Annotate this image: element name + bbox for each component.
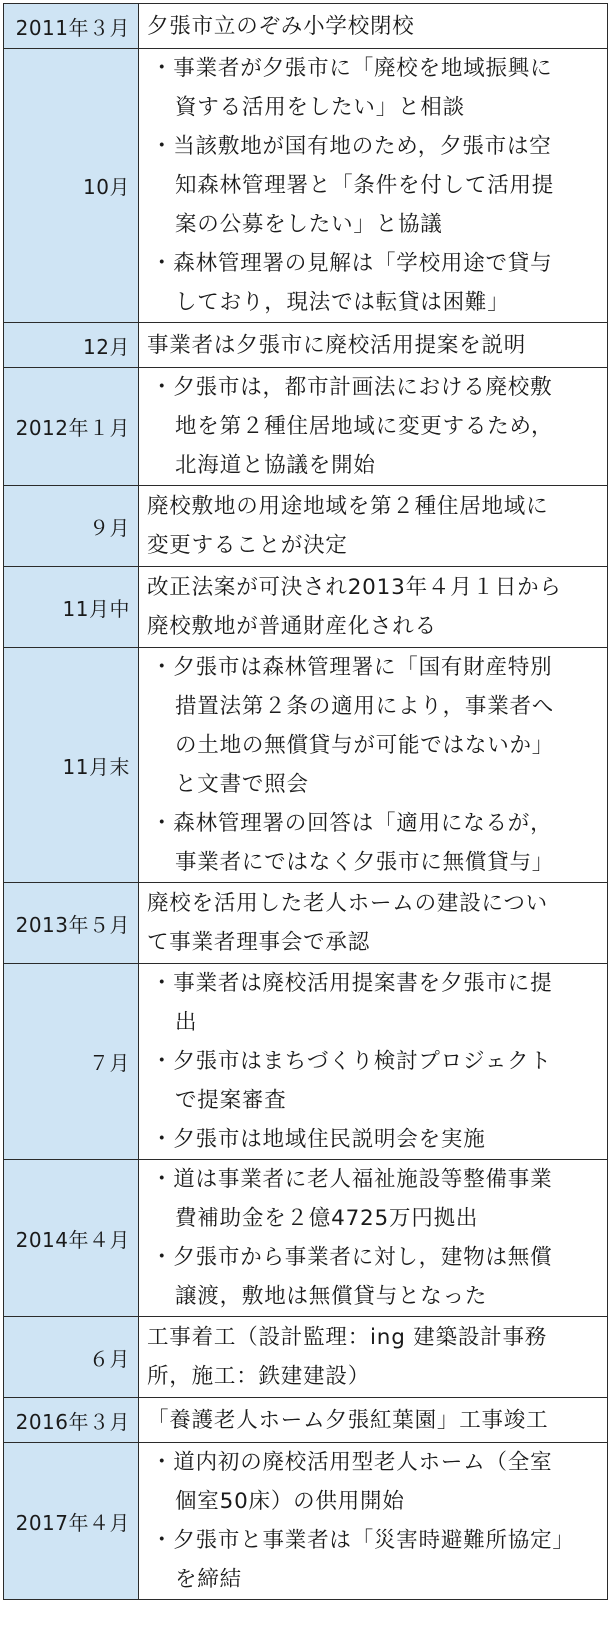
bullet-item-text: ・当該敷地が国有地のため，夕張市は空 — [151, 134, 552, 159]
description-line: 廃校敷地が普通財産化される — [147, 614, 437, 639]
description-line: 北海道と協議を開始 — [175, 453, 376, 478]
timeline-description — [139, 648, 608, 883]
timeline-description — [139, 323, 608, 368]
timeline-row — [4, 883, 608, 964]
timeline-date: 2013年５月 — [4, 883, 139, 964]
description-line: 資する活用をしたい」と相談 — [175, 95, 465, 120]
timeline-row — [4, 49, 608, 323]
bullet-item-text: ・夕張市はまちづくり検討プロジェクト — [151, 1049, 552, 1074]
timeline-date: 2011年３月 — [4, 4, 139, 49]
timeline-description — [139, 486, 608, 567]
description-line: の土地の無償貸与が可能ではないか」 — [175, 733, 555, 758]
timeline-date: 10月 — [4, 49, 139, 323]
bullet-item-text: ・夕張市は，都市計画法における廃校敷 — [151, 375, 553, 400]
timeline-row — [4, 567, 608, 648]
timeline-row — [4, 1398, 608, 1443]
description-line: 措置法第２条の適用により，事業者へ — [175, 694, 555, 719]
description-line: 夕張市立のぞみ小学校閉校 — [147, 13, 415, 39]
timeline-description — [139, 1398, 608, 1443]
timeline-row — [4, 1160, 608, 1317]
bullet-item-text: ・事業者は廃校活用提案書を夕張市に提 — [151, 971, 553, 996]
description-line: 廃校敷地の用途地域を第２種住居地域に — [147, 494, 549, 519]
bullet-item-text: ・夕張市と事業者は「災害時避難所協定」 — [151, 1528, 575, 1553]
description-line: 「養護老人ホーム夕張紅葉園」工事竣工 — [147, 1407, 549, 1433]
timeline-table — [3, 3, 608, 1600]
timeline-date: 2014年４月 — [4, 1160, 139, 1317]
description-line: しており，現法では転貸は困難」 — [175, 290, 510, 315]
bullet-item-text: ・夕張市から事業者に対し，建物は無償 — [151, 1245, 553, 1270]
timeline-row — [4, 648, 608, 883]
description-line: 変更することが決定 — [147, 533, 348, 558]
timeline-date: 2016年３月 — [4, 1398, 139, 1443]
timeline-date: 2012年１月 — [4, 368, 139, 486]
description-line: 工事着工（設計監理：ing 建築設計事務 — [147, 1325, 548, 1350]
timeline-row — [4, 964, 608, 1160]
timeline-row — [4, 4, 608, 49]
description-line: 個室50床）の供用開始 — [175, 1489, 405, 1514]
description-line: 譲渡，敷地は無償貸与となった — [175, 1284, 488, 1309]
timeline-description — [139, 49, 608, 323]
timeline-description — [139, 368, 608, 486]
description-line: 事業者にではなく夕張市に無償貸与」 — [175, 850, 555, 875]
description-line: 廃校を活用した老人ホームの建設につい — [147, 891, 548, 916]
timeline-description — [139, 1317, 608, 1398]
timeline-date: 2017年４月 — [4, 1443, 139, 1600]
timeline-date: ６月 — [4, 1317, 139, 1398]
bullet-item-text: ・夕張市は地域住民説明会を実施 — [151, 1127, 486, 1152]
description-line: 知森林管理署と「条件を付して活用提 — [175, 173, 555, 198]
timeline-row — [4, 323, 608, 368]
description-line: を締結 — [175, 1567, 242, 1592]
timeline-date: ９月 — [4, 486, 139, 567]
description-line: 改正法案が可決され2013年４月１日から — [147, 575, 562, 600]
timeline-description — [139, 4, 608, 49]
timeline-description — [139, 1160, 608, 1317]
timeline-row — [4, 1443, 608, 1600]
bullet-item-text: ・道は事業者に老人福祉施設等整備事業 — [151, 1167, 553, 1192]
description-line: 案の公募をしたい」と協議 — [175, 212, 443, 237]
timeline-description — [139, 883, 608, 964]
description-line: 事業者は夕張市に廃校活用提案を説明 — [147, 332, 527, 358]
description-line: 費補助金を２億4725万円拠出 — [175, 1206, 479, 1231]
bullet-item-text: ・事業者が夕張市に「廃校を地域振興に — [151, 56, 553, 81]
bullet-item-text: ・森林管理署の見解は「学校用途で貸与 — [151, 251, 553, 276]
timeline-date: 11月中 — [4, 567, 139, 648]
description-line: 地を第２種住居地域に変更するため， — [175, 414, 554, 439]
description-line: で提案審査 — [175, 1088, 287, 1113]
timeline-description — [139, 964, 608, 1160]
timeline-description — [139, 1443, 608, 1600]
timeline-date: 12月 — [4, 323, 139, 368]
timeline-date: 11月末 — [4, 648, 139, 883]
timeline-description — [139, 567, 608, 648]
timeline-row — [4, 368, 608, 486]
description-line: 出 — [175, 1010, 198, 1035]
timeline-date: ７月 — [4, 964, 139, 1160]
description-line: と文書で照会 — [175, 772, 309, 797]
bullet-item-text: ・森林管理署の回答は「適用になるが， — [151, 811, 553, 836]
timeline-body — [4, 4, 608, 1600]
bullet-item-text: ・夕張市は森林管理署に「国有財産特別 — [151, 655, 553, 680]
description-line: 所，施工：鉄建建設） — [147, 1364, 371, 1389]
timeline-row — [4, 486, 608, 567]
bullet-item-text: ・道内初の廃校活用型老人ホーム（全室 — [151, 1450, 553, 1475]
timeline-row — [4, 1317, 608, 1398]
description-line: て事業者理事会で承認 — [147, 930, 371, 955]
